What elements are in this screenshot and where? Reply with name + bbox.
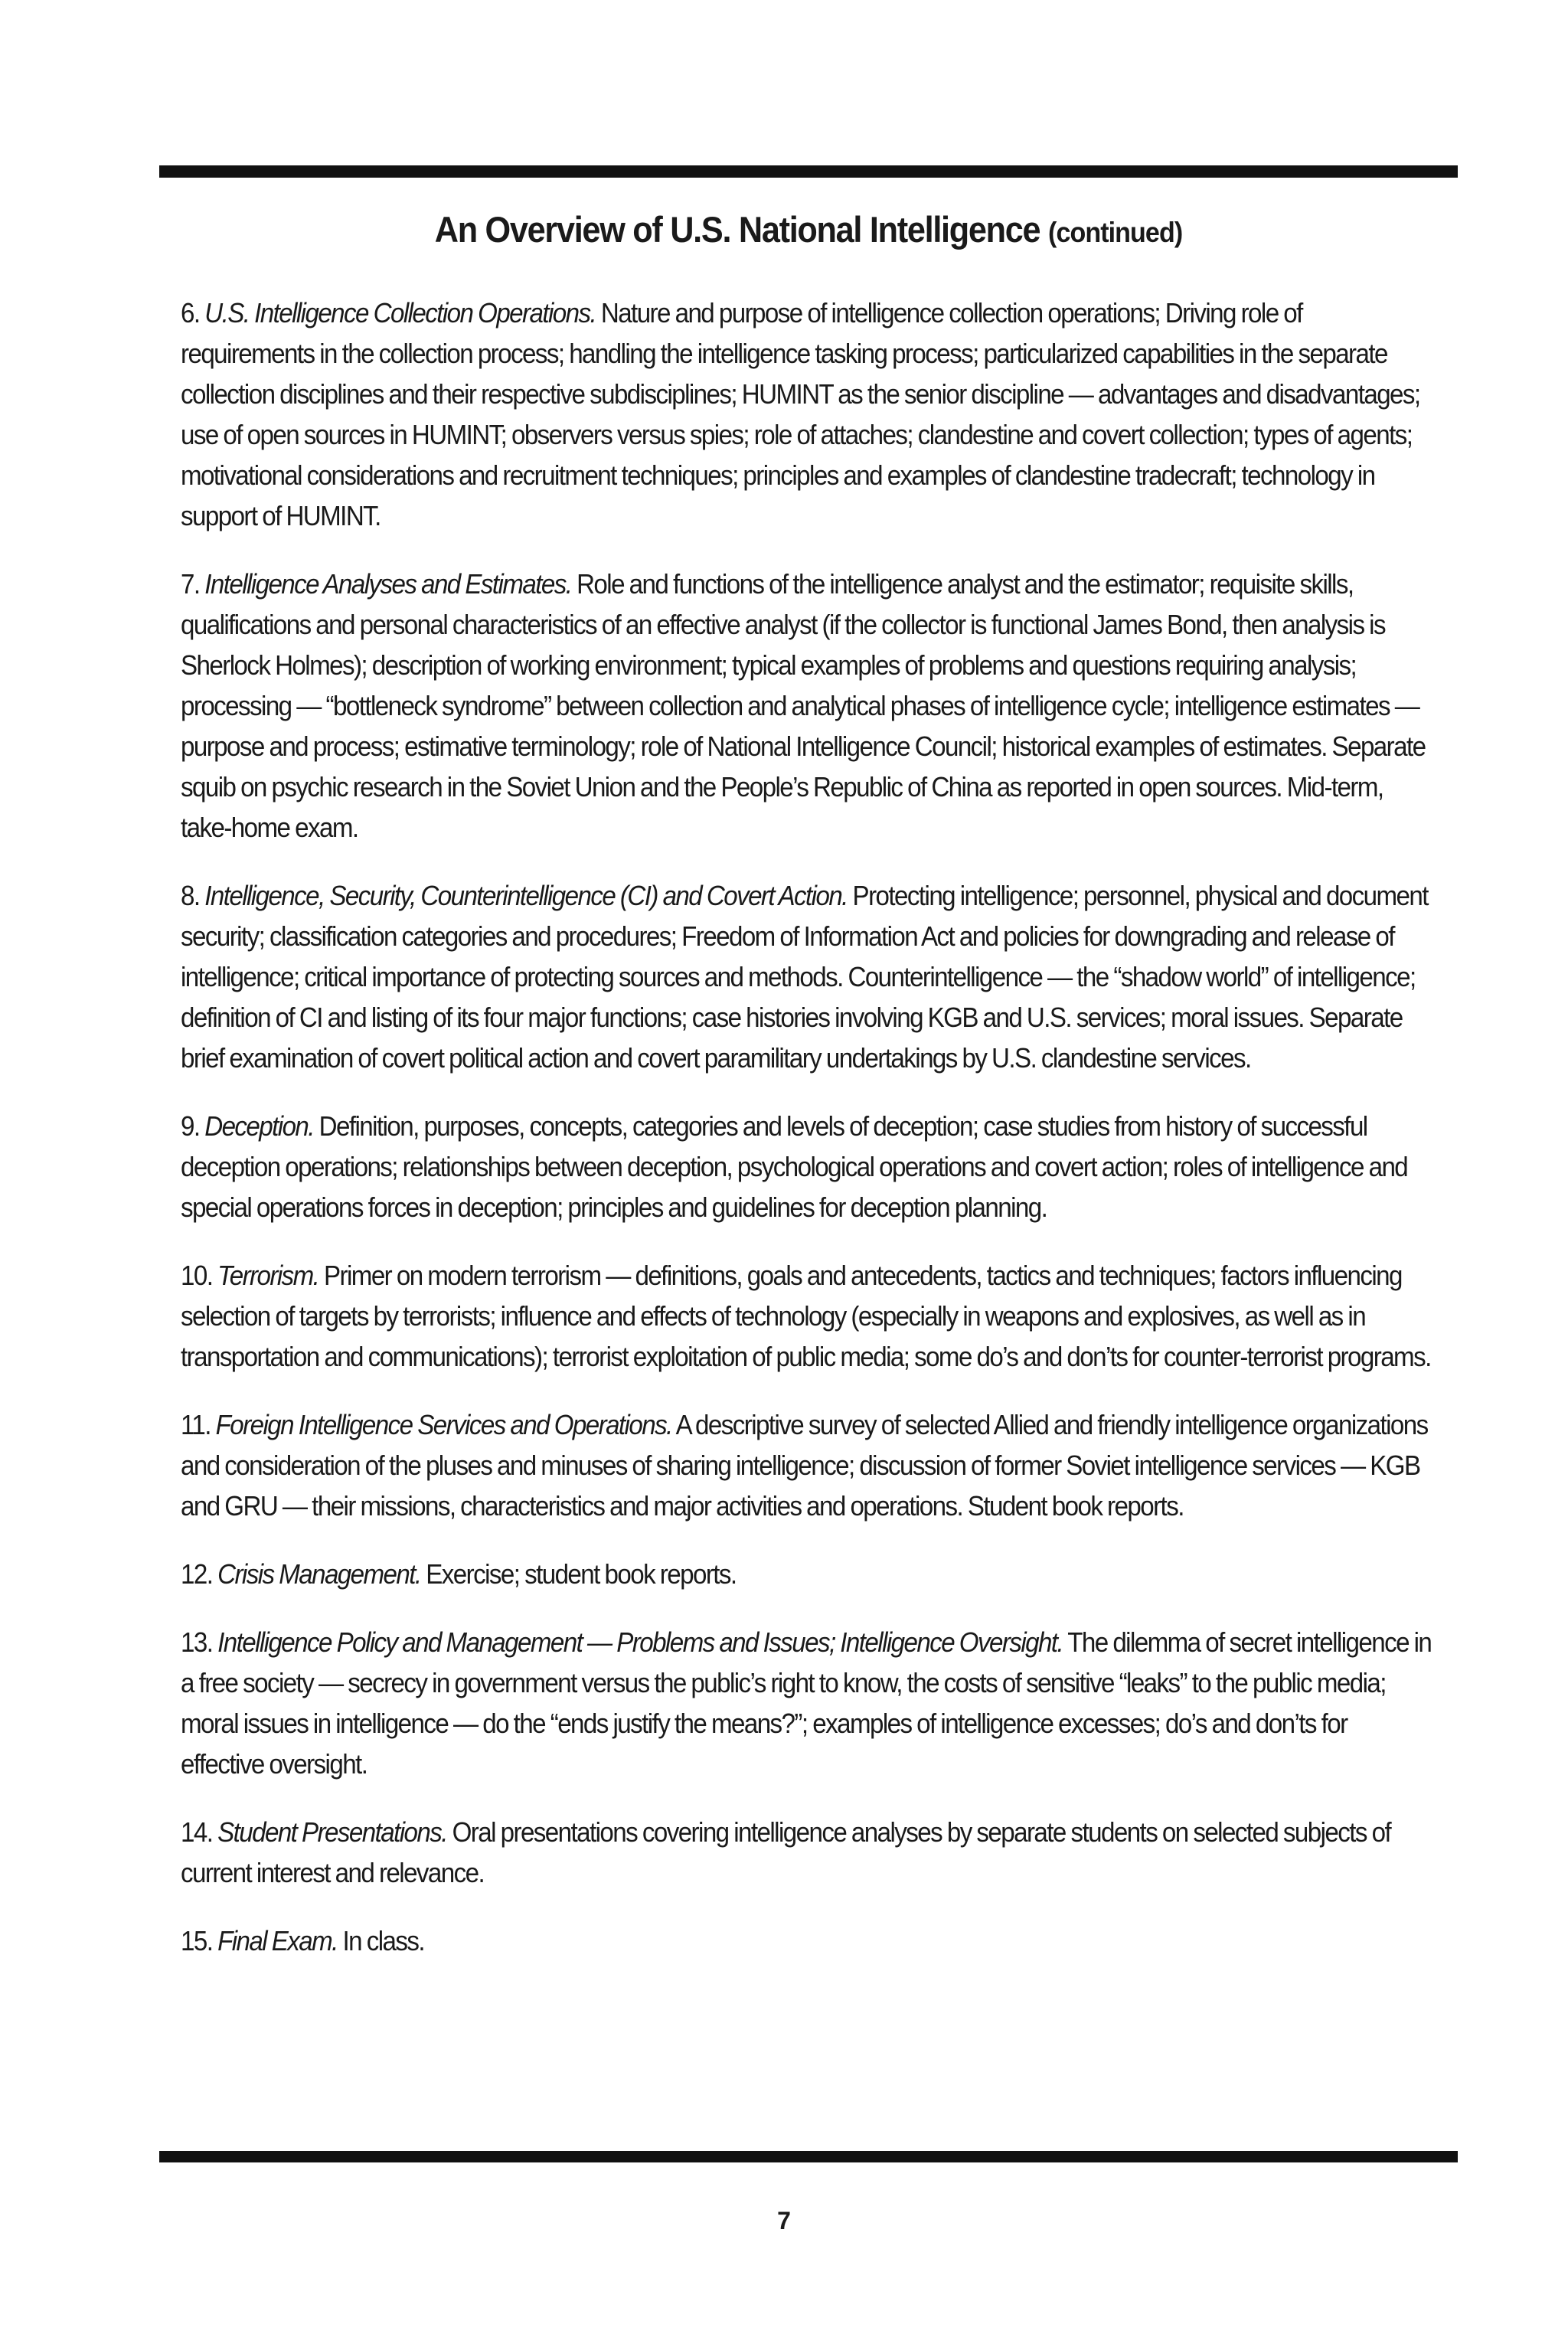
course-outline: [181, 293, 1435, 1989]
item-number: 8.: [181, 880, 200, 911]
outline-item-11: [181, 1404, 1435, 1526]
page-title-text: An Overview of U.S. National Intelligence: [434, 209, 1040, 250]
item-body: Nature and purpose of intelligence collection operations; Driving role of requirements in the collection process; handling the intelligence tasking process; particularized capabilities in the separate collection disciplines and their respective subdisciplines; HUMINT as the senior discipline — advantages and disadvantages; use of open sources in HUMINT; observers versus spies; role of attaches; clandestine and covert collection; types of agents; motivational considerations and recruitment techniques; principles and examples of clandestine tradecraft; technology in support of HUMINT.: [181, 297, 1420, 531]
item-heading: Foreign Intelligence Services and Operations.: [215, 1409, 672, 1440]
page-number: 7: [777, 2207, 791, 2234]
item-heading: U.S. Intelligence Collection Operations.: [204, 297, 596, 329]
item-number: 9.: [181, 1110, 200, 1142]
item-heading: Student Presentations.: [217, 1816, 447, 1848]
top-rule: [159, 165, 1458, 178]
item-number: 13.: [181, 1626, 213, 1658]
item-heading: Deception.: [204, 1110, 314, 1142]
item-heading: Intelligence, Security, Counterintelligence (CI) and Covert Action.: [204, 880, 848, 911]
item-body: In class.: [342, 1925, 425, 1956]
item-body: Primer on modern terrorism — definitions, goals and antecedents, tactics and techniques; factors influencing selection of targets by terrorists; influence and effects of technology (especially in weapons and explosives, as well as in transportation and communications); terrorist exploitation of public media; some do’s and don’ts for counter-terrorist programs.: [181, 1260, 1431, 1372]
item-number: 11.: [181, 1409, 211, 1440]
item-body: The dilemma of secret intelligence in a free society — secrecy in government versus the public’s right to know, the costs of sensitive “leaks” to the public media; moral issues in intelligence — do the “ends justify the means?”; examples of intelligence excesses; do’s and don’ts for effective oversight.: [181, 1626, 1432, 1780]
item-body: Oral presentations covering intelligence analyses by separate students on selected subjects of current interest and relevance.: [181, 1816, 1391, 1888]
page-title-suffix: (continued): [1048, 217, 1183, 248]
item-heading: Terrorism.: [217, 1260, 319, 1291]
outline-item-10: [181, 1255, 1435, 1377]
item-number: 6.: [181, 297, 200, 329]
item-number: 10.: [181, 1260, 213, 1291]
item-body: Role and functions of the intelligence analyst and the estimator; requisite skills, qualifications and personal characteristics of an effective analyst (if the collector is functional James Bond, then analysis is Sherlock Holmes); description of working environment; typical examples of problems and questions requiring analysis; processing — “bottleneck syndrome” between collection and analytical phases of intelligence cycle; intelligence estimates — purpose and process; estimative terminology; role of National Intelligence Council; historical examples of estimates. Separate squib on psychic research in the Soviet Union and the People’s Republic of China as reported in open sources. Mid-term, take-home exam.: [181, 568, 1426, 843]
item-number: 12.: [181, 1558, 213, 1590]
item-body: Exercise; student book reports.: [426, 1558, 737, 1590]
item-heading: Final Exam.: [217, 1925, 338, 1956]
item-heading: Intelligence Analyses and Estimates.: [204, 568, 572, 600]
page-title: [211, 208, 1406, 250]
bottom-rule: [159, 2151, 1458, 2162]
item-heading: Crisis Management.: [217, 1558, 421, 1590]
outline-item-14: [181, 1812, 1435, 1893]
outline-item-12: [181, 1554, 1435, 1594]
outline-item-8: [181, 875, 1435, 1078]
outline-item-15: [181, 1920, 1435, 1961]
item-body: A descriptive survey of selected Allied and friendly intelligence organizations and consideration of the pluses and minuses of sharing intelligence; discussion of former Soviet intelligence services — KGB and GRU — their missions, characteristics and major activities and operations. Student book reports.: [181, 1409, 1428, 1522]
outline-item-13: [181, 1622, 1435, 1784]
item-number: 15.: [181, 1925, 213, 1956]
outline-item-7: [181, 564, 1435, 848]
item-heading: Intelligence Policy and Management — Problems and Issues; Intelligence Oversight.: [217, 1626, 1063, 1658]
item-body: Protecting intelligence; personnel, physical and document security; classification categories and procedures; Freedom of Information Act and policies for downgrading and release of intelligence; critical importance of protecting sources and methods. Counterintelligence — the “shadow world” of intelligence; definition of CI and listing of its four major functions; case histories involving KGB and U.S. services; moral issues. Separate brief examination of covert political action and covert paramilitary undertakings by U.S. clandestine services.: [181, 880, 1428, 1074]
item-number: 14.: [181, 1816, 213, 1848]
item-number: 7.: [181, 568, 200, 600]
outline-item-9: [181, 1106, 1435, 1227]
item-body: Definition, purposes, concepts, categories and levels of deception; case studies from history of successful deception operations; relationships between deception, psychological operations and covert action; roles of intelligence and special operations forces in deception; principles and guidelines for deception planning.: [181, 1110, 1408, 1223]
outline-item-6: [181, 293, 1435, 536]
